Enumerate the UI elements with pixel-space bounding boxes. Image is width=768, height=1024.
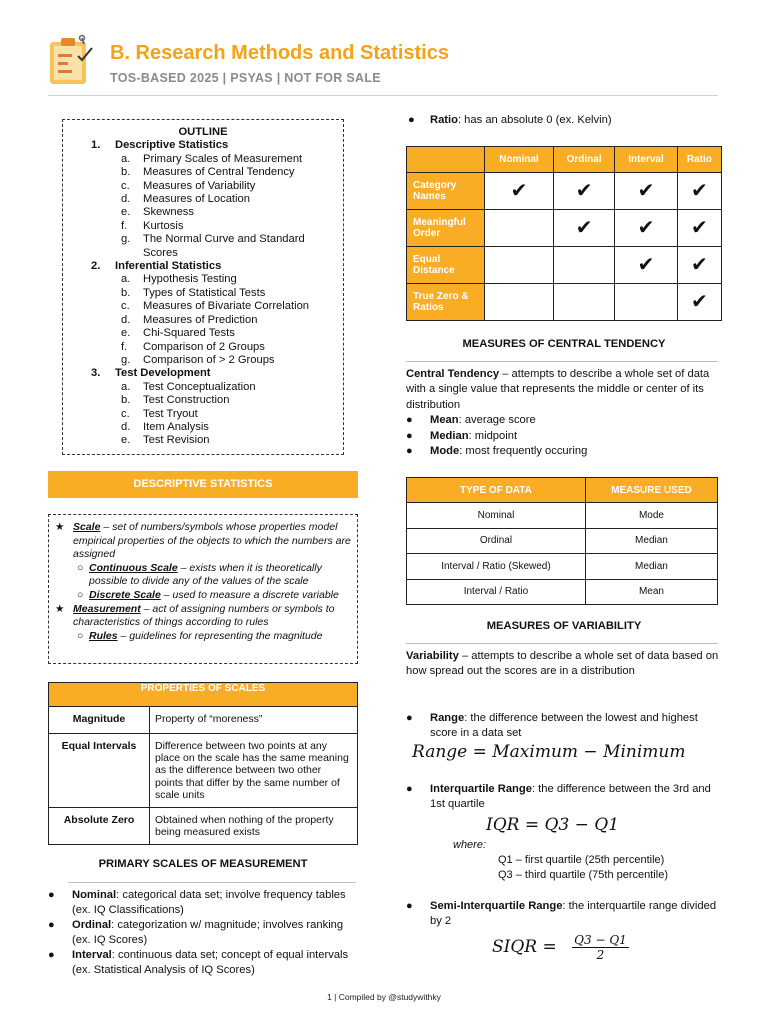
range-formula: Range = Maximum − Minimum bbox=[412, 742, 686, 762]
outline-section bbox=[71, 260, 335, 273]
scale-properties-table bbox=[406, 146, 722, 321]
circle-bullet-icon: ○ bbox=[77, 588, 84, 601]
list-item: ● Nominal: categorical data set; involve frequency tables (ex. IQ Classifications) bbox=[48, 889, 346, 916]
outline-section bbox=[71, 139, 335, 152]
star-icon: ★ bbox=[55, 521, 65, 533]
outline-item: c. Measures of Variability bbox=[121, 179, 256, 192]
table-row: Ordinal Median bbox=[407, 528, 718, 554]
check-icon: ✔ bbox=[615, 210, 677, 247]
property-name: Equal Intervals bbox=[49, 734, 150, 808]
property-name: Magnitude bbox=[49, 707, 150, 734]
range-bullet: ● Range: the difference between the lowest and highest score in a data set bbox=[406, 712, 698, 740]
empty-cell bbox=[485, 247, 554, 284]
outline-section-label: Inferential Statistics bbox=[115, 260, 222, 273]
measurement-definition bbox=[55, 603, 351, 630]
outline-item: b. Types of Statistical Tests bbox=[121, 286, 266, 299]
table-header: Ordinal bbox=[553, 147, 614, 173]
property-desc: Property of “moreness” bbox=[150, 707, 358, 734]
q3-definition: Q3 – third quartile (75th percentile) bbox=[498, 869, 668, 881]
outline-item: g. The Normal Curve and Standard Scores bbox=[121, 233, 305, 259]
page-title: B. Research Methods and Statistics bbox=[110, 42, 449, 64]
table-row: Nominal Mode bbox=[407, 503, 718, 529]
outline-item: g. Comparison of > 2 Groups bbox=[121, 353, 275, 366]
table-corner bbox=[407, 147, 485, 173]
iqr-bullet: ● Interquartile Range: the difference between the 3rd and 1st quartile bbox=[406, 783, 711, 811]
star-icon: ★ bbox=[55, 602, 65, 615]
table-header: Nominal bbox=[485, 147, 554, 173]
row-header: Meaningful Order bbox=[407, 210, 485, 247]
empty-cell bbox=[485, 210, 554, 247]
check-icon: ✔ bbox=[677, 247, 721, 284]
table-row: Interval / Ratio Mean bbox=[407, 579, 718, 605]
circle-bullet-icon: ○ bbox=[77, 629, 84, 642]
variability-definition: Variability – attempts to describe a whole set of data based on how spread out the scores are in a distribution bbox=[406, 650, 719, 678]
outline-section-label: Test Development bbox=[115, 367, 211, 380]
outline-item: c. Measures of Bivariate Correlation bbox=[121, 300, 310, 313]
check-icon: ✔ bbox=[677, 173, 721, 210]
primary-scales-heading: PRIMARY SCALES OF MEASUREMENT bbox=[98, 858, 308, 870]
table-row bbox=[407, 247, 722, 284]
property-desc: Obtained when nothing of the property being measured exists bbox=[150, 808, 358, 845]
table-row bbox=[407, 173, 722, 210]
q1-definition: Q1 – first quartile (25th percentile) bbox=[498, 854, 665, 866]
clipboard-check-icon bbox=[48, 34, 98, 86]
outline-item: e. Skewness bbox=[121, 206, 194, 219]
properties-of-scales-table bbox=[48, 682, 358, 845]
discrete-scale-definition bbox=[55, 589, 351, 603]
variability-heading: MEASURES OF VARIABILITY bbox=[486, 620, 642, 632]
check-icon: ✔ bbox=[553, 173, 614, 210]
check-icon: ✔ bbox=[615, 247, 677, 284]
scale-term: Scale bbox=[73, 521, 101, 533]
central-tendency-text bbox=[406, 367, 721, 459]
continuous-def: – exists when it is theoretically possible to divide any of the values of the scale bbox=[89, 561, 322, 588]
siqr-bullet: ● Semi-Interquartile Range: the interquartile range divided by 2 bbox=[406, 900, 717, 928]
empty-cell bbox=[615, 284, 677, 321]
bullet-dot: ● bbox=[48, 949, 55, 961]
discrete-term: Discrete Scale bbox=[89, 588, 161, 601]
table-header: Interval bbox=[615, 147, 677, 173]
central-tendency-heading: MEASURES OF CENTRAL TENDENCY bbox=[462, 338, 666, 350]
check-icon: ✔ bbox=[485, 173, 554, 210]
outline-section-number: 1. bbox=[91, 139, 101, 152]
outline-item: e. Test Revision bbox=[121, 434, 210, 447]
table-row: Interval / Ratio (Skewed) Median bbox=[407, 554, 718, 580]
discrete-def: – used to measure a discrete variable bbox=[160, 588, 339, 601]
outline-section-number: 2. bbox=[91, 260, 101, 273]
continuous-scale-definition bbox=[55, 562, 351, 589]
outline-item: d. Measures of Prediction bbox=[121, 313, 258, 326]
table-header: TYPE OF DATA bbox=[407, 478, 586, 503]
bullet-dot: ● bbox=[48, 919, 55, 931]
siqr-formula bbox=[492, 933, 629, 962]
central-tendency-definition: Central Tendency – attempts to describe a whole set of data with a single value that represents the middle or center of its distribution bbox=[406, 368, 710, 411]
row-header: Equal Distance bbox=[407, 247, 485, 284]
measurement-term: Measurement bbox=[73, 602, 141, 615]
list-item: ● Ordinal: categorization w/ magnitude; involves ranking (ex. IQ Scores) bbox=[48, 919, 344, 946]
iqr-formula: IQR = Q3 − Q1 bbox=[486, 815, 620, 835]
list-item: ● Mean: average score bbox=[406, 414, 536, 427]
scale-definition bbox=[55, 521, 351, 562]
page-header bbox=[48, 30, 718, 96]
measure-used-table bbox=[406, 477, 718, 605]
siqr-fraction bbox=[572, 933, 629, 962]
empty-cell bbox=[553, 284, 614, 321]
divider bbox=[406, 361, 718, 362]
fraction-denominator: 2 bbox=[596, 948, 605, 962]
primary-scales-list bbox=[48, 888, 358, 978]
fraction-numerator: Q3 − Q1 bbox=[574, 933, 627, 947]
rules-definition bbox=[55, 630, 351, 644]
page-subtitle: TOS-BASED 2025 | PSYAS | NOT FOR SALE bbox=[110, 71, 381, 85]
properties-header: PROPERTIES OF SCALES bbox=[49, 683, 358, 707]
check-icon: ✔ bbox=[553, 210, 614, 247]
empty-cell bbox=[553, 247, 614, 284]
outline-item: a. Hypothesis Testing bbox=[121, 273, 237, 286]
property-name: Absolute Zero bbox=[49, 808, 150, 845]
circle-bullet-icon: ○ bbox=[77, 561, 84, 574]
list-item: ● Mode: most frequently occuring bbox=[406, 445, 588, 458]
list-item: ● Interval: continuous data set; concept of equal intervals (ex. Statistical Analysis of IQ Scores) bbox=[48, 949, 349, 976]
rules-term: Rules bbox=[89, 629, 118, 642]
divider bbox=[68, 882, 356, 883]
outline-section-label: Descriptive Statistics bbox=[115, 139, 229, 152]
ratio-bullet: ● Ratio: has an absolute 0 (ex. Kelvin) bbox=[408, 114, 612, 126]
page-footer: 1 | Compiled by @studywithky bbox=[327, 992, 441, 1002]
outline-title: OUTLINE bbox=[178, 126, 228, 138]
property-desc: Difference between two points at any place on the scale has the same meaning as the difference between two other points that differ by the same number of scale units bbox=[150, 734, 358, 808]
outline-item: f. Kurtosis bbox=[121, 219, 184, 232]
where-label: where: bbox=[453, 839, 487, 851]
measurement-def: – act of assigning numbers or symbols to characteristics of things according to rules bbox=[73, 602, 335, 629]
descriptive-statistics-banner: DESCRIPTIVE STATISTICS bbox=[48, 471, 358, 498]
check-icon: ✔ bbox=[677, 210, 721, 247]
bullet-dot: ● bbox=[408, 114, 415, 126]
outline-item: a. Primary Scales of Measurement bbox=[121, 152, 303, 165]
rules-def: – guidelines for representing the magnitude bbox=[117, 629, 323, 642]
outline-item: b. Test Construction bbox=[121, 394, 230, 407]
outline-item: b. Measures of Central Tendency bbox=[121, 166, 295, 179]
outline-item: f. Comparison of 2 Groups bbox=[121, 340, 265, 353]
table-row bbox=[407, 284, 722, 321]
table-header: MEASURE USED bbox=[585, 478, 717, 503]
bullet-dot: ● bbox=[48, 889, 55, 901]
continuous-term: Continuous Scale bbox=[89, 561, 178, 574]
row-header: True Zero & Ratios bbox=[407, 284, 485, 321]
scale-def: – set of numbers/symbols whose properties model empirical properties of the objects to which the numbers are assigned bbox=[73, 521, 351, 561]
row-header: Category Names bbox=[407, 173, 485, 210]
outline-item: d. Item Analysis bbox=[121, 420, 209, 433]
outline-item: d. Measures of Location bbox=[121, 193, 250, 206]
outline-item: c. Test Tryout bbox=[121, 407, 198, 420]
table-row bbox=[407, 210, 722, 247]
empty-cell bbox=[485, 284, 554, 321]
check-icon: ✔ bbox=[677, 284, 721, 321]
outline-section-number: 3. bbox=[91, 367, 101, 380]
scale-definitions-box bbox=[48, 514, 358, 664]
check-icon: ✔ bbox=[615, 173, 677, 210]
list-item: ● Median: midpoint bbox=[406, 429, 518, 442]
siqr-lhs: SIQR = bbox=[492, 937, 557, 957]
divider bbox=[406, 643, 718, 644]
outline-box bbox=[62, 119, 344, 455]
table-header: Ratio bbox=[677, 147, 721, 173]
outline-section bbox=[71, 367, 335, 380]
outline-item: e. Chi-Squared Tests bbox=[121, 327, 235, 340]
outline-item: a. Test Conceptualization bbox=[121, 380, 256, 393]
